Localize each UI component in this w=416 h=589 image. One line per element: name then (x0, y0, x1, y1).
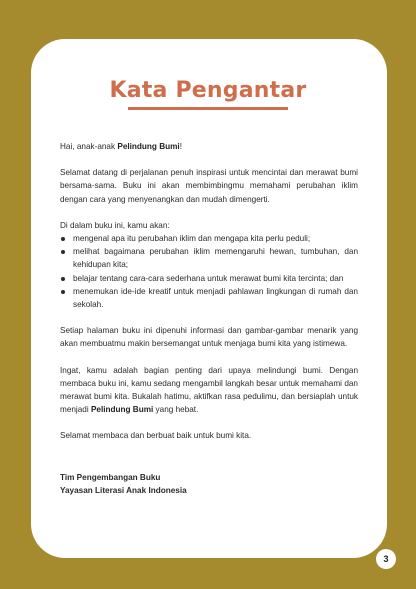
list-item: menemukan ide-ide kreatif untuk menjadi pahlawan lingkungan di rumah dan sekolah. (60, 285, 358, 311)
greeting-prefix: Hai, anak-anak (60, 142, 118, 151)
bullet-list (60, 232, 358, 311)
content-body (60, 140, 358, 497)
paragraph-remember (60, 364, 358, 417)
list-item: belajar tentang cara-cara sederhana untuk merawat bumi kita tercinta; dan (60, 272, 358, 285)
signature (60, 471, 358, 497)
paragraph-remember-bold: Pelindung Bumi (90, 405, 154, 415)
list-intro: Di dalam buku ini, kamu akan: (60, 220, 170, 230)
page-title: Kata Pengantar (109, 78, 307, 103)
paragraph-remember-text: Ingat, kamu adalah bagian penting dari upaya melindungi bumi. Dengan membaca buku ini, kamu sedang mengambil langkah besar untuk memahami dan merawat bumi kita. Bukalah hatimu, aktifkan rasa pedulimu, dan bersiaplah untuk menjadi (60, 365, 358, 415)
paragraph-closing: Selamat membaca dan berbuat baik untuk bumi kita. (60, 431, 252, 441)
greeting-suffix: ! (179, 142, 182, 151)
paragraph-welcome: Selamat datang di perjalanan penuh inspirasi untuk mencintai dan merawat bumi bersama-sama. Buku ini akan membimbingmu memahami perubahan iklim dengan cara yang menyenangkan dan mudah dimengerti. (60, 168, 358, 204)
signature-foundation: Yayasan Literasi Anak Indonesia (60, 485, 187, 495)
list-item: mengenal apa itu perubahan iklim dan mengapa kita perlu peduli; (60, 232, 358, 245)
signature-team: Tim Pengembangan Buku (60, 472, 161, 482)
page-number: 3 (376, 549, 396, 569)
title-underline (128, 107, 288, 110)
paragraph-pages: Setiap halaman buku ini dipenuhi informasi dan gambar-gambar menarik yang akan membuatmu makin bersemangat untuk menjaga bumi kita yang istimewa. (60, 326, 358, 349)
greeting-bold: Pelindung Bumi (117, 142, 180, 151)
list-item: melihat bagaimana perubahan iklim memengaruhi hewan, tumbuhan, dan kehidupan kita; (60, 245, 358, 271)
paragraph-remember-suffix: yang hebat. (153, 405, 199, 415)
greeting (60, 140, 358, 153)
